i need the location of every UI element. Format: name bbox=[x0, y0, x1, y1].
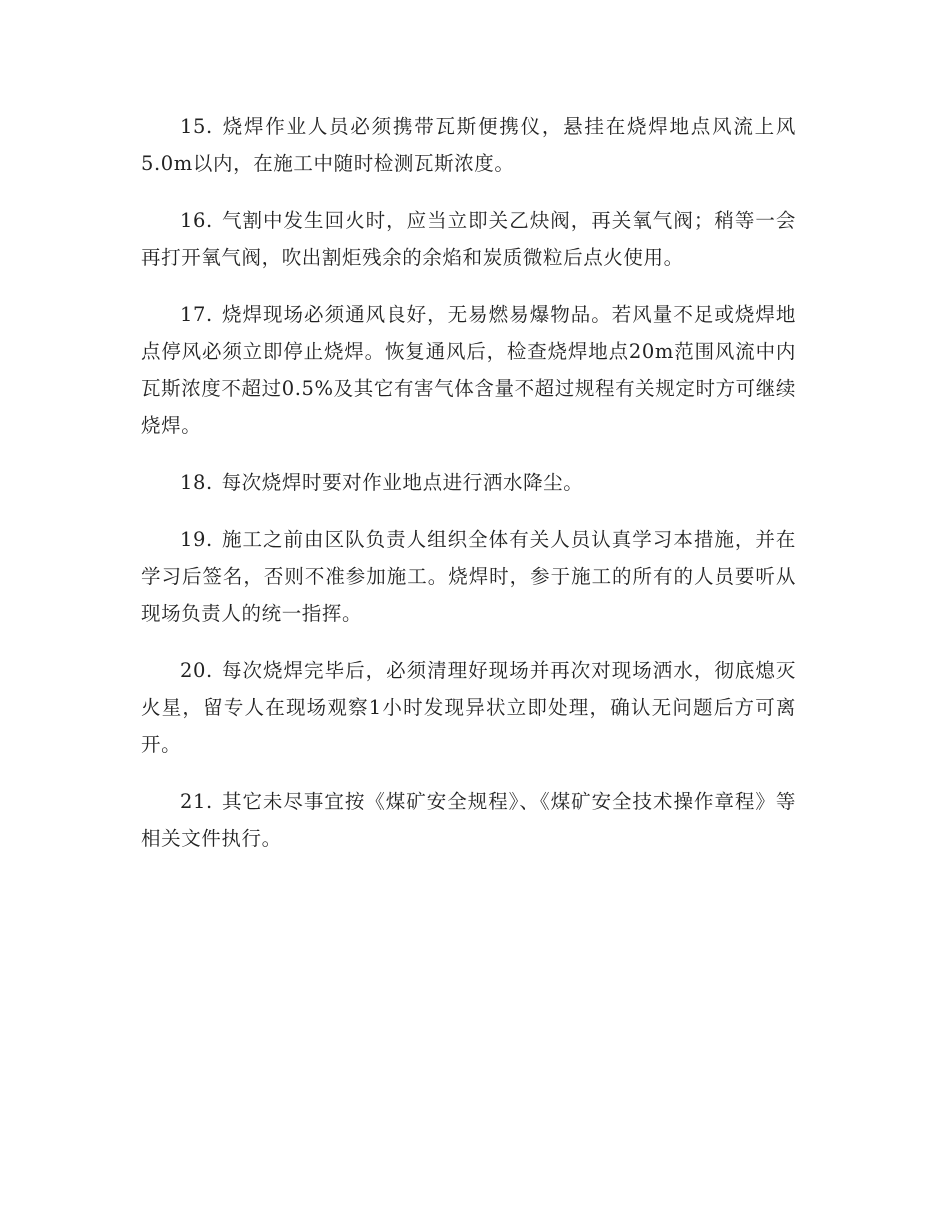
item-text: 施工之前由区队负责人组织全体有关人员认真学习本措施，并在学习后签名，否则不准参加施工。烧焊时，参于施工的所有的人员要听从现场负责人的统一指挥。 bbox=[141, 528, 796, 625]
list-item bbox=[141, 521, 796, 632]
item-number: 21. bbox=[180, 790, 213, 813]
item-number: 15. bbox=[180, 115, 213, 138]
list-item bbox=[141, 296, 796, 444]
list-item bbox=[141, 464, 796, 501]
list-item bbox=[141, 202, 796, 276]
item-number: 16. bbox=[180, 209, 213, 232]
item-text: 其它未尽事宜按《煤矿安全规程》、《煤矿安全技术操作章程》等相关文件执行。 bbox=[141, 790, 796, 850]
list-item bbox=[141, 108, 796, 182]
item-text: 气割中发生回火时，应当立即关乙炔阀，再关氧气阀；稍等一会再打开氧气阀，吹出割炬残余的余焰和炭质微粒后点火使用。 bbox=[141, 209, 796, 269]
item-number: 17. bbox=[180, 303, 213, 326]
item-number: 20. bbox=[180, 659, 213, 682]
item-number: 18. bbox=[180, 471, 213, 494]
item-text: 烧焊现场必须通风良好，无易燃易爆物品。若风量不足或烧焊地点停风必须立即停止烧焊。恢复通风后，检查烧焊地点20m范围风流中内瓦斯浓度不超过0.5%及其它有害气体含量不超过规程有关规定时方可继续烧焊。 bbox=[141, 303, 796, 437]
list-item bbox=[141, 652, 796, 763]
item-text: 烧焊作业人员必须携带瓦斯便携仪，悬挂在烧焊地点风流上风5.0m以内，在施工中随时检测瓦斯浓度。 bbox=[141, 115, 796, 175]
document-body bbox=[141, 108, 796, 877]
list-item bbox=[141, 783, 796, 857]
item-text: 每次烧焊完毕后，必须清理好现场并再次对现场洒水，彻底熄灭火星，留专人在现场观察1小时发现异状立即处理，确认无问题后方可离开。 bbox=[141, 659, 796, 756]
item-text: 每次烧焊时要对作业地点进行洒水降尘。 bbox=[221, 471, 584, 494]
item-number: 19. bbox=[180, 528, 213, 551]
